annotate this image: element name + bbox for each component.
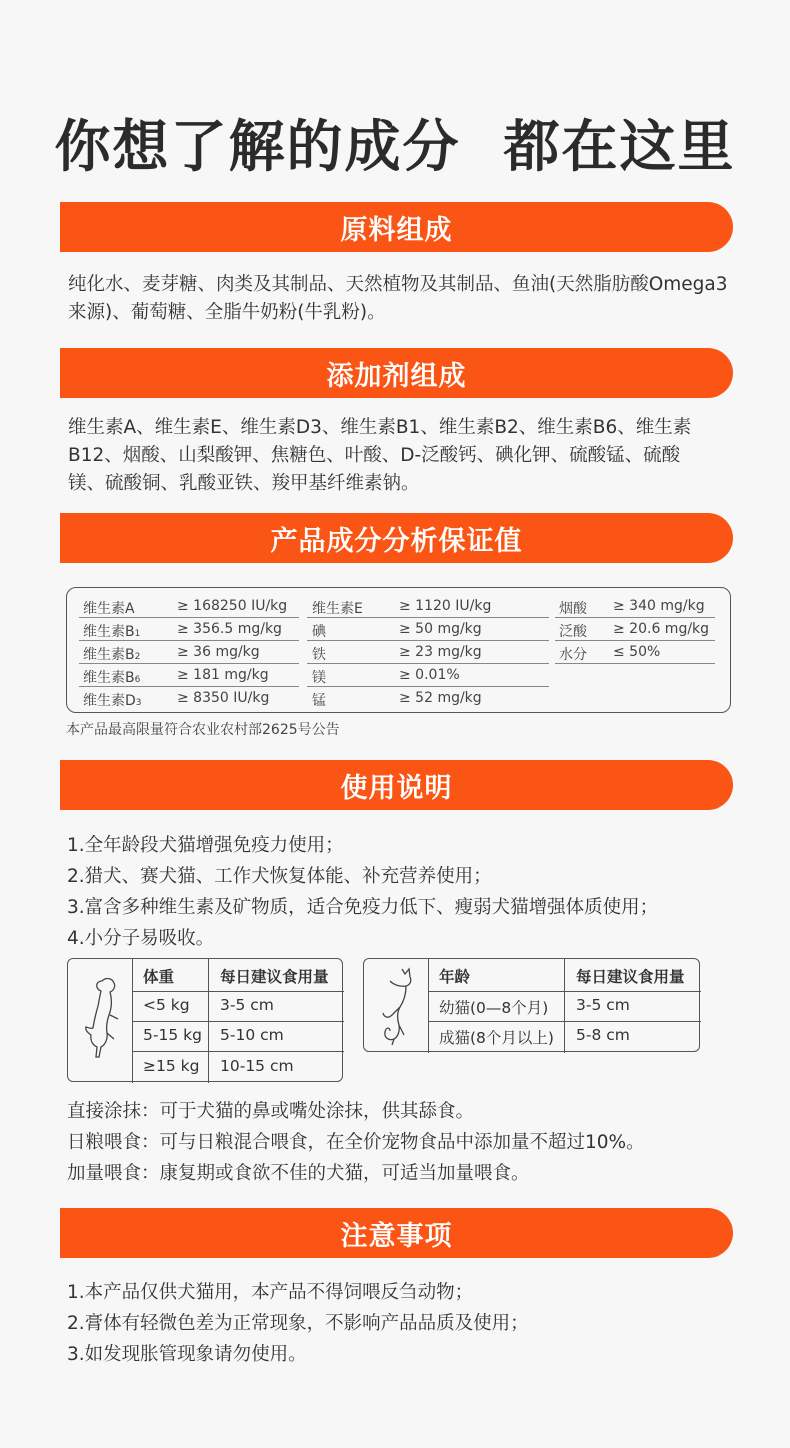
cat-silhouette-icon xyxy=(372,965,422,1049)
guarantee-banner xyxy=(60,513,733,563)
nutrient-value: ≥ 36 mg/kg xyxy=(177,644,260,660)
cat-table-header-amount: 每日建议食用量 xyxy=(576,968,685,986)
nutrient-name: 维生素B1 xyxy=(83,624,141,640)
ingredients-banner xyxy=(60,202,733,252)
additives-text xyxy=(68,414,748,498)
dog-table-header-weight: 体重 xyxy=(143,968,175,986)
nutrient-value: ≥ 52 mg/kg xyxy=(399,690,482,706)
nutrient-name: 锰 xyxy=(312,693,326,709)
cautions-heading: 注意事项 xyxy=(340,1220,453,1252)
cautions-banner xyxy=(60,1208,733,1258)
dog-table-cell: 5-15 kg xyxy=(143,1026,202,1044)
nutrient-value: ≥ 168250 IU/kg xyxy=(177,598,288,614)
nutrient-value: ≤ 50% xyxy=(613,644,661,660)
nutrient-value: ≥ 23 mg/kg xyxy=(399,644,482,660)
cat-table-cell: 幼猫(0—8个月) xyxy=(439,999,549,1017)
dog-table-header-amount: 每日建议食用量 xyxy=(220,968,329,986)
regulation-note: 本产品最高限量符合农业农村部2625号公告 xyxy=(66,722,340,738)
guarantee-row xyxy=(67,641,730,664)
guarantee-row xyxy=(67,664,730,687)
caution-item: 1.本产品仅供犬猫用，本产品不得饲喂反刍动物； xyxy=(67,1282,474,1303)
usage-banner xyxy=(60,760,733,810)
dog-table-cell: 3-5 cm xyxy=(220,996,274,1014)
additives-line: B12、烟酸、山梨酸钾、焦糖色、叶酸、D-泛酸钙、碘化钾、硫酸锰、硫酸 xyxy=(68,445,681,466)
dog-table-cell: ≥15 kg xyxy=(143,1057,200,1075)
usage-heading: 使用说明 xyxy=(340,772,453,804)
additives-line: 镁、硫酸铜、乳酸亚铁、羧甲基纤维素钠。 xyxy=(68,473,420,494)
cat-table-cell: 5-8 cm xyxy=(576,1026,630,1044)
feeding-method: 加量喂食：康复期或食欲不佳的犬猫，可适当加量喂食。 xyxy=(67,1163,530,1184)
dog-table-cell: <5 kg xyxy=(143,996,190,1014)
nutrient-name: 铁 xyxy=(312,647,326,663)
nutrient-value: ≥ 356.5 mg/kg xyxy=(177,621,282,637)
nutrient-name: 泛酸 xyxy=(559,624,587,640)
additives-line: 维生素A、维生素E、维生素D3、维生素B1、维生素B2、维生素B6、维生素 xyxy=(68,417,692,438)
usage-item: 2.猎犬、赛犬猫、工作犬恢复体能、补充营养使用； xyxy=(67,866,492,887)
ingredients-heading: 原料组成 xyxy=(340,214,453,246)
guarantee-row xyxy=(67,595,730,618)
caution-item: 3.如发现胀管现象请勿使用。 xyxy=(67,1344,307,1365)
nutrient-value: ≥ 50 mg/kg xyxy=(399,621,482,637)
nutrient-name: 碘 xyxy=(312,624,326,640)
usage-item: 4.小分子易吸收。 xyxy=(67,928,215,949)
nutrient-name: 维生素D3 xyxy=(83,693,142,709)
ingredients-line: 来源)、葡萄糖、全脂牛奶粉(牛乳粉)。 xyxy=(68,302,386,323)
feeding-method: 直接涂抹：可于犬猫的鼻或嘴处涂抹，供其舔食。 xyxy=(67,1101,475,1122)
ingredients-text xyxy=(68,271,748,327)
nutrient-name: 维生素B2 xyxy=(83,647,141,663)
guarantee-row xyxy=(67,618,730,641)
guarantee-heading: 产品成分分析保证值 xyxy=(270,525,523,557)
nutrient-name: 水分 xyxy=(559,647,587,663)
nutrient-name: 维生素B6 xyxy=(83,670,141,686)
dog-table-cell: 10-15 cm xyxy=(220,1057,294,1075)
dog-table-cell: 5-10 cm xyxy=(220,1026,284,1044)
cat-table-header-age: 年龄 xyxy=(439,968,471,986)
nutrient-value: ≥ 1120 IU/kg xyxy=(399,598,492,614)
nutrient-value: ≥ 20.6 mg/kg xyxy=(613,621,710,637)
nutrient-value: ≥ 181 mg/kg xyxy=(177,667,269,683)
cat-dosage-table xyxy=(363,958,700,1052)
guarantee-row xyxy=(67,687,730,710)
nutrient-name: 烟酸 xyxy=(559,601,587,617)
nutrient-value: ≥ 0.01% xyxy=(399,667,460,683)
guarantee-table xyxy=(66,587,731,713)
additives-heading: 添加剂组成 xyxy=(326,360,467,392)
additives-banner xyxy=(60,348,733,398)
usage-list xyxy=(67,830,757,954)
feeding-method: 日粮喂食：可与日粮混合喂食，在全价宠物食品中添加量不超过10%。 xyxy=(67,1132,645,1153)
cat-table-cell: 3-5 cm xyxy=(576,996,630,1014)
caution-item: 2.膏体有轻微色差为正常现象，不影响产品品质及使用； xyxy=(67,1313,529,1334)
nutrient-value: ≥ 340 mg/kg xyxy=(613,598,705,614)
nutrient-name: 维生素A xyxy=(83,601,135,617)
nutrient-value: ≥ 8350 IU/kg xyxy=(177,690,270,706)
nutrient-name: 镁 xyxy=(312,670,326,686)
feeding-methods xyxy=(67,1096,757,1189)
page-title: 你想了解的成分 都在这里 xyxy=(54,115,736,180)
nutrient-name: 维生素E xyxy=(312,601,363,617)
cautions-list xyxy=(67,1277,757,1370)
dog-silhouette-icon xyxy=(76,973,128,1063)
usage-item: 1.全年龄段犬猫增强免疫力使用； xyxy=(67,835,344,856)
dog-dosage-table xyxy=(67,958,343,1082)
usage-item: 3.富含多种维生素及矿物质，适合免疫力低下、瘦弱犬猫增强体质使用； xyxy=(67,897,659,918)
cat-table-cell: 成猫(8个月以上) xyxy=(439,1029,554,1047)
ingredients-line: 纯化水、麦芽糖、肉类及其制品、天然植物及其制品、鱼油(天然脂肪酸Omega3 xyxy=(68,274,728,295)
